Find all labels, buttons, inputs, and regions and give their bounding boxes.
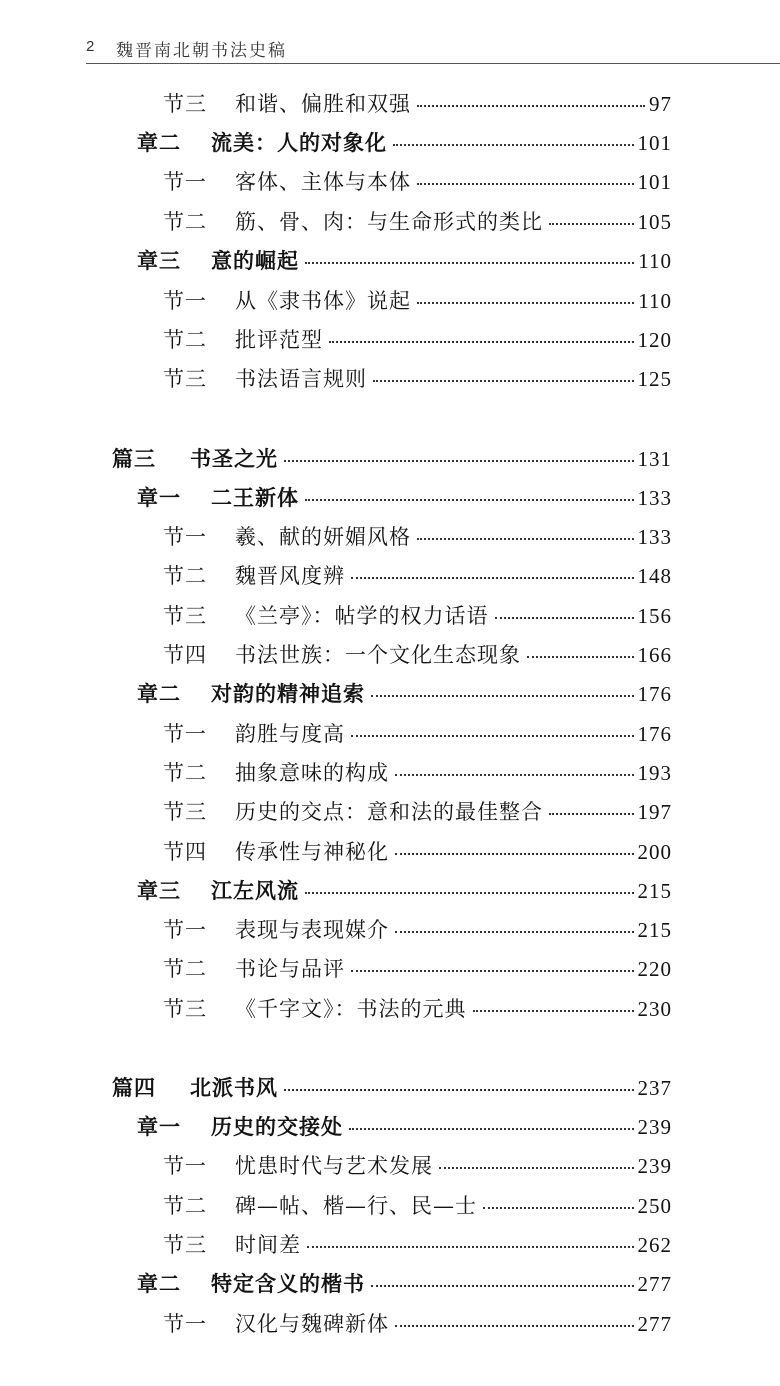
toc-entry-jie: [163, 834, 672, 870]
toc-entry-label: 节一: [163, 289, 207, 313]
toc-entry-page: 105: [637, 210, 672, 234]
toc-entry-label: 节三: [163, 1233, 207, 1257]
toc-entry-label: 节三: [163, 604, 207, 628]
toc-entry-title: 江左风流: [211, 879, 299, 903]
dot-leader: [417, 105, 645, 107]
toc-entry-title: 魏晋风度辨: [235, 564, 345, 588]
toc-entry-page: 148: [637, 564, 672, 588]
toc-entry-label: 节二: [163, 210, 207, 234]
toc-entry-title: 表现与表现媒介: [235, 918, 389, 942]
toc-entry-page: 101: [637, 170, 672, 194]
toc-entry-zhang: [137, 873, 672, 909]
dot-leader: [395, 1325, 634, 1327]
toc-entry-title: 传承性与神秘化: [235, 840, 389, 864]
toc-entry-title: 书论与品评: [235, 957, 345, 981]
toc-entry-title: 韵胜与度高: [235, 722, 345, 746]
toc-entry-jie: [163, 637, 672, 673]
toc-entry-label: 节二: [163, 1194, 207, 1218]
dot-leader: [305, 499, 634, 501]
toc-entry-label: 章三: [137, 879, 181, 903]
toc-entry-zhang: [137, 125, 672, 161]
toc-entry-label: 节一: [163, 525, 207, 549]
toc-entry-jie: [163, 1227, 672, 1263]
toc-entry-page: 215: [637, 918, 672, 942]
toc-entry-pian: [112, 441, 672, 477]
toc-entry-page: 120: [637, 328, 672, 352]
toc-entry-pian: [112, 1070, 672, 1106]
toc-entry-page: 133: [637, 525, 672, 549]
toc-entry-page: 133: [637, 486, 672, 510]
toc-entry-page: 193: [637, 761, 672, 785]
toc-entry-zhang: [137, 1109, 672, 1145]
dot-leader: [351, 970, 634, 972]
toc-entry-jie: [163, 716, 672, 752]
toc-entry-jie: [163, 204, 672, 240]
toc-entry-jie: [163, 755, 672, 791]
dot-leader: [417, 183, 634, 185]
dot-leader: [549, 223, 634, 225]
toc-entry-jie: [163, 1148, 672, 1184]
dot-leader: [483, 1207, 634, 1209]
toc-entry-label: 章二: [137, 682, 181, 706]
dot-leader: [305, 262, 634, 264]
toc-entry-page: 166: [637, 643, 672, 667]
dot-leader: [284, 460, 634, 462]
dot-leader: [395, 774, 634, 776]
toc-entry-label: 节三: [163, 367, 207, 391]
toc-entry-page: 220: [637, 957, 672, 981]
toc-entry-page: 101: [637, 131, 672, 155]
toc-entry-label: 节二: [163, 328, 207, 352]
dot-leader: [417, 302, 634, 304]
toc-entry-page: 176: [637, 682, 672, 706]
toc-entry-page: 277: [637, 1272, 672, 1296]
toc-entry-page: 237: [637, 1076, 672, 1100]
toc-entry-title: 《千字文》：书法的元典: [235, 997, 467, 1021]
toc-entry-title: 羲、献的妍媚风格: [235, 525, 411, 549]
toc-entry-zhang: [137, 676, 672, 712]
toc-entry-label: 节三: [163, 800, 207, 824]
toc-entry-zhang: [137, 243, 672, 279]
toc-entry-label: 篇三: [112, 446, 156, 471]
toc-entry-title: 书法语言规则: [235, 367, 367, 391]
toc-entry-label: 节三: [163, 92, 207, 116]
toc-entry-label: 节一: [163, 170, 207, 194]
dot-leader: [373, 380, 634, 382]
toc-entry-jie: [163, 991, 672, 1027]
toc-entry-page: 110: [638, 289, 672, 313]
dot-leader: [495, 617, 634, 619]
toc-entry-title: 客体、主体与本体: [235, 170, 411, 194]
toc-entry-label: 节三: [163, 997, 207, 1021]
toc-entry-label: 节四: [163, 840, 207, 864]
toc-entry-title: 北派书风: [190, 1075, 278, 1100]
toc-entry-page: 239: [637, 1115, 672, 1139]
toc-entry-page: 230: [637, 997, 672, 1021]
toc-entry-label: 节二: [163, 564, 207, 588]
dot-leader: [549, 813, 634, 815]
page-number: 2: [86, 38, 95, 55]
toc-entry-page: 131: [637, 447, 672, 471]
toc-entry-jie: [163, 86, 672, 122]
toc-entry-jie: [163, 519, 672, 555]
toc-entry-title: 汉化与魏碑新体: [235, 1312, 389, 1336]
toc-entry-label: 节二: [163, 957, 207, 981]
dot-leader: [371, 1285, 634, 1287]
toc-entry-title: 碑—帖、楷—行、民—士: [235, 1194, 477, 1218]
book-title: 魏晋南北朝书法史稿: [116, 41, 287, 61]
toc-entry-jie: [163, 322, 672, 358]
toc-entry-label: 节二: [163, 761, 207, 785]
toc-entry-jie: [163, 1188, 672, 1224]
toc-entry-page: 200: [637, 840, 672, 864]
dot-leader: [351, 735, 634, 737]
toc-entry-label: 节一: [163, 1154, 207, 1178]
toc-entry-jie: [163, 794, 672, 830]
dot-leader: [527, 656, 634, 658]
toc-entry-label: 节四: [163, 643, 207, 667]
dot-leader: [349, 1128, 634, 1130]
dot-leader: [395, 931, 634, 933]
dot-leader: [307, 1246, 634, 1248]
toc-entry-jie: [163, 283, 672, 319]
dot-leader: [439, 1167, 634, 1169]
toc-entry-title: 对韵的精神追索: [211, 682, 365, 706]
toc-entry-label: 章二: [137, 131, 181, 155]
toc-entry-title: 历史的交接处: [211, 1115, 343, 1139]
toc-entry-jie: [163, 912, 672, 948]
toc-entry-jie: [163, 558, 672, 594]
toc-entry-title: 《兰亭》：帖学的权力话语: [235, 604, 489, 628]
toc-entry-page: 250: [637, 1194, 672, 1218]
dot-leader: [371, 695, 634, 697]
toc-entry-title: 历史的交点：意和法的最佳整合: [235, 800, 543, 824]
toc-entry-jie: [163, 951, 672, 987]
toc-entry-title: 流美：人的对象化: [211, 131, 387, 155]
toc-entry-title: 二王新体: [211, 486, 299, 510]
toc-entry-page: 197: [637, 800, 672, 824]
toc-entry-page: 277: [637, 1312, 672, 1336]
dot-leader: [284, 1089, 634, 1091]
toc-entry-jie: [163, 1306, 672, 1342]
toc-entry-label: 章一: [137, 486, 181, 510]
toc-entry-title: 意的崛起: [211, 249, 299, 273]
toc-entry-page: 97: [649, 92, 672, 116]
toc-entry-page: 156: [637, 604, 672, 628]
toc-entry-label: 章二: [137, 1272, 181, 1296]
toc-entry-title: 忧患时代与艺术发展: [235, 1154, 433, 1178]
toc-entry-title: 特定含义的楷书: [211, 1272, 365, 1296]
toc-entry-label: 节一: [163, 722, 207, 746]
toc-entry-title: 书圣之光: [190, 446, 278, 471]
toc-entry-label: 章一: [137, 1115, 181, 1139]
toc-entry-label: 篇四: [112, 1075, 156, 1100]
dot-leader: [393, 144, 634, 146]
toc-entry-page: 262: [637, 1233, 672, 1257]
toc-entry-jie: [163, 361, 672, 397]
toc-entry-zhang: [137, 1266, 672, 1302]
toc-entry-page: 215: [637, 879, 672, 903]
toc-entry-label: 节一: [163, 918, 207, 942]
dot-leader: [329, 341, 634, 343]
toc-entry-jie: [163, 598, 672, 634]
dot-leader: [351, 577, 634, 579]
toc-entry-page: 110: [638, 249, 672, 273]
toc-entry-label: 章三: [137, 249, 181, 273]
dot-leader: [417, 538, 634, 540]
dot-leader: [305, 892, 634, 894]
toc-entry-title: 抽象意味的构成: [235, 761, 389, 785]
toc-entry-zhang: [137, 480, 672, 516]
toc-entry-title: 书法世族：一个文化生态现象: [235, 643, 521, 667]
toc-entry-jie: [163, 164, 672, 200]
toc-entry-title: 批评范型: [235, 328, 323, 352]
toc-entry-title: 时间差: [235, 1233, 301, 1257]
toc-entry-page: 176: [637, 722, 672, 746]
dot-leader: [473, 1010, 634, 1012]
toc-entry-page: 239: [637, 1154, 672, 1178]
dot-leader: [395, 853, 634, 855]
toc-entry-title: 从《隶书体》说起: [235, 289, 411, 313]
toc-entry-label: 节一: [163, 1312, 207, 1336]
toc-entry-title: 筋、骨、肉：与生命形式的类比: [235, 210, 543, 234]
toc-entry-title: 和谐、偏胜和双强: [235, 92, 411, 116]
toc-entry-page: 125: [637, 367, 672, 391]
